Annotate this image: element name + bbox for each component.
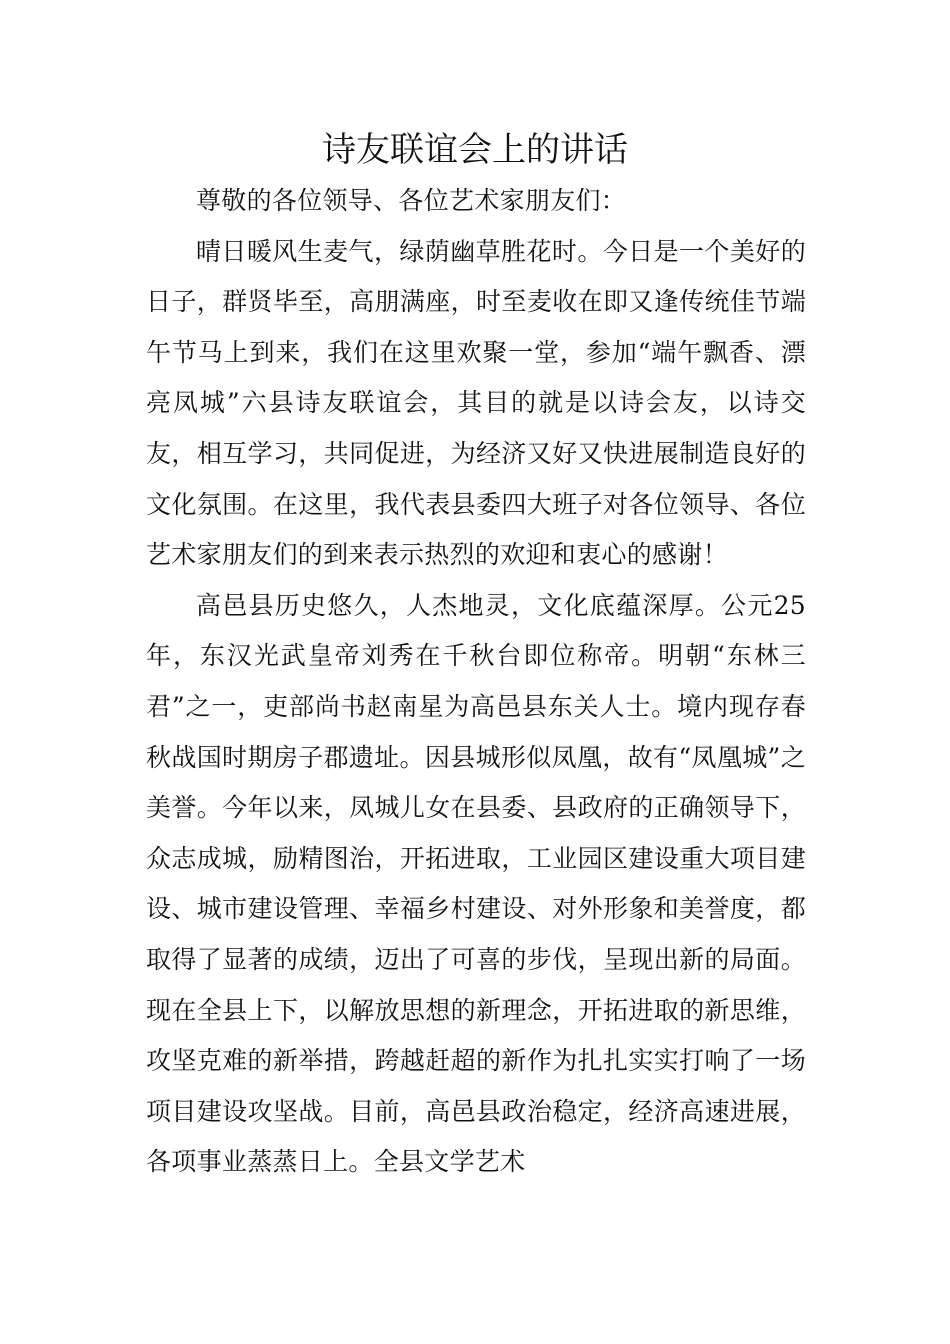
document-body [146,176,806,1188]
opening-paragraph: 晴日暖风生麦气，绿荫幽草胜花时。今日是一个美好的日子，群贤毕至，高朋满座，时至麦收在即又逢传统佳节端午节马上到来，我们在这里欢聚一堂，参加“端午飘香、漂亮凤城”六县诗友联谊会，其目的就是以诗会友，以诗交友，相互学习，共同促进，为经济又好又快进展制造良好的文化氛围。在这里，我代表县委四大班子对各位领导、各位艺术家朋友们的到来表示热烈的欢迎和衷心的感谢！ [146,236,806,570]
greeting-paragraph: 尊敬的各位领导、各位艺术家朋友们： [196,186,627,215]
county-history-paragraph: 高邑县历史悠久，人杰地灵，文化底蕴深厚。公元25年，东汉光武皇帝刘秀在千秋台即位称帝。明朝“东林三君”之一，吏部尚书赵南星为高邑县东关人士。境内现存春秋战国时期房子郡遗址。因县城形似凤凰，故有“凤凰城”之美誉。今年以来，凤城儿女在县委、县政府的正确领导下，众志成城，励精图治，开拓进取，工业园区建设重大项目建设、城市建设管理、幸福乡村建设、对外形象和美誉度，都取得了显著的成绩，迈出了可喜的步伐，呈现出新的局面。现在全县上下，以解放思想的新理念，开拓进取的新思维，攻坚克难的新举措，跨越赶超的新作为扎扎实实打响了一场项目建设攻坚战。目前，高邑县政治稳定，经济高速进展，各项事业蒸蒸日上。全县文学艺术 [146,590,806,1177]
document-title: 诗友联谊会上的讲话 [322,130,628,170]
